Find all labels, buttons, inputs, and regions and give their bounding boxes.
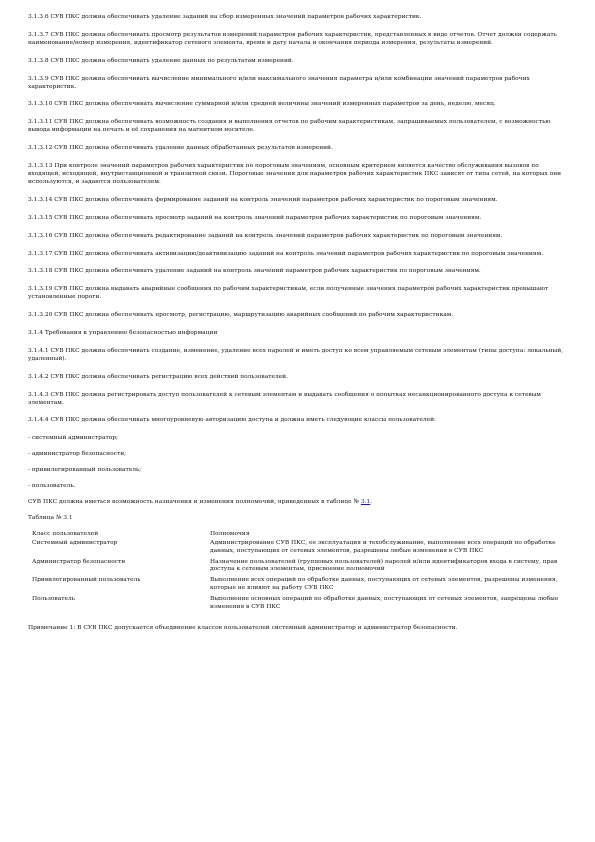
table-header-row xyxy=(28,531,567,540)
table-row xyxy=(28,540,567,559)
requirement-clause: 3.1.3.19 СУВ ПКС должна выдавать аварийные сообщения по рабочим характеристикам, если полученные значения параметров рабочих характеристик превышают установленные пороги. xyxy=(28,286,549,301)
user-class-item: - привилегированный пользователь; xyxy=(28,467,142,474)
requirement-clause: 3.1.4 Требования к управлению безопасностью информации xyxy=(28,330,218,337)
requirement-clause: 3.1.3.8 СУВ ПКС должна обеспечивать удаление данных по результатам измерений. xyxy=(28,57,294,64)
permissions-cell: Выполнение всех операций по обработке данных, поступающих от сетевых элементов, разрешены изменения, которые не влияют на работу СУВ ПКС xyxy=(210,577,558,592)
table-reference-end: . xyxy=(370,499,373,505)
permissions-cell: Администрирование СУВ ПКС, ее эксплуатация и техобслуживание, выполнение всех операций по обработке данных, поступающих от сетевых элементов, разрешены любые изменения в СУВ ПКС xyxy=(210,539,556,554)
requirement-clause: 3.1.3.6 СУВ ПКС должна обеспечивать удаление заданий на сбор измеренных значений параметров рабочих характеристик. xyxy=(28,14,422,20)
requirement-clause: 3.1.4.1 СУВ ПКС должна обеспечивать создание, изменение, удаление всех паролей и иметь доступ ко всем управляемым сетевым элементам (типы доступа: локальный, удаленный). xyxy=(28,347,564,362)
table-row xyxy=(28,596,567,615)
requirement-clause: 3.1.3.7 СУВ ПКС должна обеспечивать просмотр результатов измерений параметров рабочих характеристик, представленных в виде отчетов. Отчет должен содержать наименование/номер измерения, идентификатор сетевого элемента, время и дату начала и окончания периода измерения, результаты измерений. xyxy=(28,31,557,46)
requirement-clause: 3.1.3.12 СУВ ПКС должна обеспечивать удаление данных обработанных результатов измерений. xyxy=(28,145,333,152)
column-header-user-class: Класс пользователей xyxy=(32,530,99,537)
requirement-clause: 3.1.3.11 СУВ ПКС должна обеспечивать возможность создания и выполнения отчетов по рабочим характеристикам, запрашиваемых пользователем, с возможностью вывода информации на печать и её сохранения на магнитном носителе. xyxy=(28,119,551,134)
requirement-clause: 3.1.4.2 СУВ ПКС должна обеспечивать регистрацию всех действий пользователей. xyxy=(28,373,288,380)
permissions-table xyxy=(28,531,567,615)
user-class-cell: Системный администратор xyxy=(32,539,118,546)
table-caption: Таблица № 3.1 xyxy=(28,514,73,521)
user-class-item: - пользователь. xyxy=(28,483,76,490)
requirement-clause: 3.1.3.17 СУВ ПКС должна обеспечивать активизацию/деактивизацию заданий на контроль значений параметров рабочих характеристик по пороговым значениям. xyxy=(28,250,544,257)
user-class-cell: Пользователь xyxy=(32,596,75,603)
requirement-clause: 3.1.3.14 СУВ ПКС должна обеспечивать формирование заданий на контроль значений параметров рабочих характеристик по пороговым значениям. xyxy=(28,196,498,203)
requirement-clause: 3.1.3.16 СУВ ПКС должна обеспечивать редактирование заданий на контроль значений параметров рабочих характеристик по пороговым значениям. xyxy=(28,232,503,239)
table-row xyxy=(28,577,567,596)
user-class-item: - системный администратор; xyxy=(28,435,119,442)
column-header-permissions: Полномочия xyxy=(210,530,250,537)
requirement-clause: 3.1.3.9 СУВ ПКС должна обеспечивать вычисление минимального и/или максимального значения параметра и/или комбинации значений параметров рабочих характеристик. xyxy=(28,75,530,90)
requirement-clause: 3.1.4.3 СУВ ПКС должна регистрировать доступ пользователей к сетевым элементам и выдавать сообщения о попытках несанкционированного доступа к сетевым элементам. xyxy=(28,391,542,406)
note-1: Примечание 1: В СУВ ПКС допускается объединение классов пользователей системный администратор и администратор безопасности. xyxy=(28,624,458,631)
requirement-clause: 3.1.3.13 При контроле значений параметров рабочих характеристик по пороговым значениям, основным критерием является качество обслуживания вызовов по входящей, исходящей, внутристанционной и транзитной связи. Пороговые значения для параметров рабочих характеристик ПКС зависят от типа сетей, на которых они используются, и задаются пользователем. xyxy=(28,163,562,185)
permissions-cell: Выполнение основных операций по обработке данных, поступающих от сетевых элементов, запрещены любые изменения в СУВ ПКС xyxy=(210,596,559,611)
requirements-list xyxy=(28,14,567,425)
requirement-clause: 3.1.3.15 СУВ ПКС должна обеспечивать просмотр заданий на контроль значений параметров рабочих характеристик по пороговым значениям. xyxy=(28,214,482,221)
user-class-cell: Администратор безопасности xyxy=(32,558,126,565)
user-class-item: - администратор безопасности; xyxy=(28,451,127,458)
requirement-clause: 3.1.3.20 СУВ ПКС должна обеспечивать просмотр, регистрацию, маршрутизацию аварийных сообщений по рабочим характеристикам. xyxy=(28,312,454,319)
user-classes-list xyxy=(28,435,567,491)
requirement-clause: 3.1.3.10 СУВ ПКС должна обеспечивать вычисление суммарной и/или средней величины значений измеренных параметров за день, неделю, месяц. xyxy=(28,101,496,108)
table-reference-text: СУВ ПКС должна иметься возможность назначения и изменения полномочий, приведенных в таблице № xyxy=(28,499,361,505)
table-reference-paragraph xyxy=(28,499,567,507)
permissions-cell: Назначение пользователей (групповых пользователей) паролей и/или идентификаторов входа в систему, прав доступа к сетевым элементам, присвоение полномочий xyxy=(210,558,558,573)
requirement-clause: 3.1.3.18 СУВ ПКС должна обеспечивать удаление заданий на контроль значений параметров рабочих характеристик по пороговым значениям. xyxy=(28,268,481,275)
requirement-clause: 3.1.4.4 СУВ ПКС должна обеспечивать многоуровневую авторизацию доступа и должна иметь следующие классы пользователей: xyxy=(28,417,436,424)
user-class-cell: Привилегированный пользователь xyxy=(32,577,141,584)
table-row xyxy=(28,559,567,578)
table-3-1-link[interactable]: 3.1 xyxy=(360,499,371,505)
